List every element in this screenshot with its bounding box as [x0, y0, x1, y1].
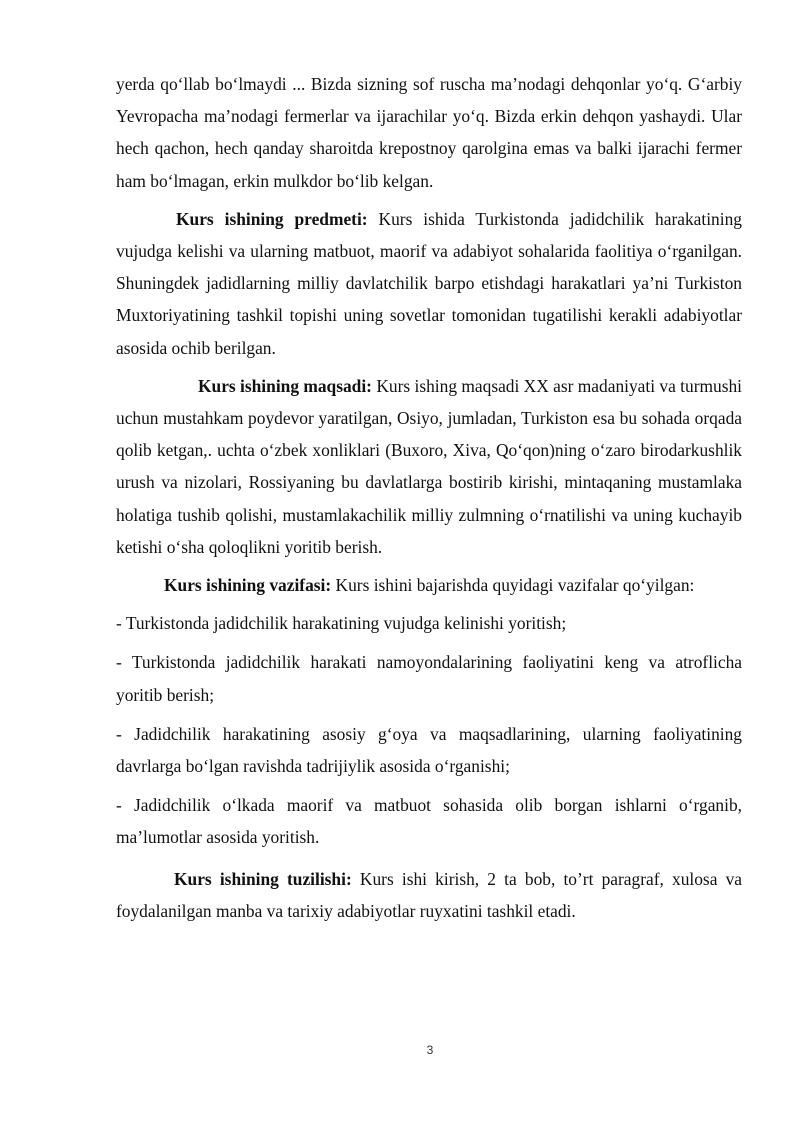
tasks-paragraph	[116, 569, 742, 601]
task-item: - Turkistonda jadidchilik harakatining vujudga kelinishi yoritish;	[116, 613, 567, 634]
structure-text: Kurs ishi kirish, 2 ta bob, to’rt paragraf, xulosa va foydalanilgan manba va tarixiy adabiyotlar ruyxatini tashkil etadi.	[116, 868, 742, 921]
goal-text: Kurs ishing maqsadi XX asr madaniyati va turmushi uchun mustahkam poydevor yaratilgan, Osiyo, jumladan, Turkiston esa bu sohada orqada qolib ketgan,. uchta o‘zbek xonliklari (Buxoro, Xiva, Qo‘qon)ning o‘zaro birodarkushlik urush va nizolari, Rossiyaning bu davlatlarga bostirib kirishi, mintaqaning mustamlaka holatiga tushib qolishi, mustamlakachilik milliy zulmning o‘rnatilishi va uning kuchayib ketishi o‘sha qoloqlikni yoritib berish.	[116, 375, 742, 557]
structure-heading: Kurs ishining tuzilishi:	[174, 868, 352, 889]
intro-paragraph: yerda qo‘llab bo‘lmaydi ... Bizda sizning sof ruscha ma’nodagi dehqonlar yo‘q. G‘arbiy Yevropacha ma’nodagi fermerlar va ijarachilar yo‘q. Bizda erkin dehqon yashaydi. Ular hech qachon, hech qanday sharoitda krepostnoy qarolgina emas va balki ijarachi fermer ham bo‘lmagan, erkin mulkdor bo‘lib kelgan.	[116, 74, 742, 191]
task-item: - Jadidchilik harakatining asosiy g‘oya va maqsadlarining, ularning faoliyatining davrlarga bo‘lgan ravishda tadrijiylik asosida o‘rganishi;	[116, 723, 742, 777]
tasks-text: Kurs ishini bajarishda quyidagi vazifalar qo‘yilgan:	[331, 575, 695, 596]
page-number: 3	[426, 1043, 434, 1057]
subject-paragraph	[116, 203, 742, 364]
goal-heading: Kurs ishining maqsadi:	[198, 375, 372, 396]
goal-paragraph	[116, 370, 742, 563]
task-item: - Jadidchilik o‘lkada maorif va matbuot sohasida olib borgan ishlarni o‘rganib, ma’lumotlar asosida yoritish.	[116, 795, 742, 848]
structure-paragraph	[116, 863, 742, 927]
tasks-heading: Kurs ishining vazifasi:	[164, 575, 332, 596]
subject-text: Kurs ishida Turkistonda jadidchilik harakatining vujudga kelishi va ularning matbuot, maorif va adabiyot sohalarida faolitiya o‘rganilgan. Shuningdek jadidlarning milliy davlatchilik barpo etishdagi harakatlari ya’ni Turkiston Muxtoriyatining tashkil topishi uning sovetlar tomonidan tugatilishi kerakli adabiyotlar asosida ochib berilgan.	[116, 208, 742, 358]
subject-heading: Kurs ishining predmeti:	[176, 208, 368, 229]
page-body	[116, 68, 742, 933]
task-item: - Turkistonda jadidchilik harakati namoyondalarining faoliyatini keng va atroflicha yoritib berish;	[116, 652, 742, 705]
